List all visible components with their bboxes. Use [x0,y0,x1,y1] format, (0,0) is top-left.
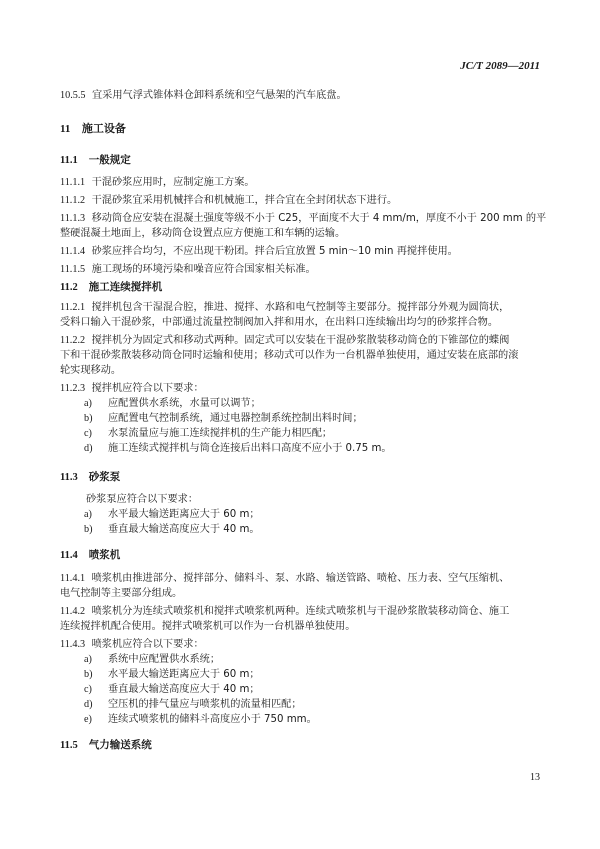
list-item: e) 连续式喷浆机的储料斗高度应小于 750 mm。 [84,714,317,725]
section-heading-11-4 [60,548,542,563]
list-item: b) 垂直最大输送高度应大于 40 m。 [84,524,260,535]
section-11-2-body [60,300,542,456]
standard-code: JC/T 2089—2011 [460,60,540,72]
clause-11-2-2-cont: 下和干混砂浆散装移动筒仓同时运输和使用；移动式可以作为一台机器单独使用，通过安装在底部的滚 [60,350,519,361]
chapter-number: 11 [60,123,71,135]
section-title: 砂浆泵 [88,471,121,483]
clause-11-2-1: 11.2.1 搅拌机包含干湿混合腔，推进、搅拌、水路和电气控制等主要部分。搅拌部分外观为圆筒状， [60,302,510,313]
clause-text: 宜采用气浮式锥体料仓卸料系统和空气悬架的汽车底盘。 [91,90,347,101]
list-item: b) 应配置电气控制系统，通过电器控制系统控制出料时间； [84,413,363,424]
clause-11-2-2-cont2: 轮实现移动。 [60,365,122,376]
list-item: b) 水平最大输送距离应大于 60 m； [84,669,260,680]
clause-11-4-1-cont: 电气控制等主要部分组成。 [60,588,183,599]
clause-11-1-3-cont: 整硬混凝土地面上，移动筒仓设置点应方便施工和车辆的运输。 [60,228,346,239]
section-11-1-body [60,175,547,277]
chapter-heading-11 [60,121,542,137]
section-title: 气力输送系统 [88,739,152,751]
section-number: 11.3 [60,472,78,483]
section-title: 一般规定 [88,154,131,166]
clause-11-1-3: 11.1.3 移动筒仓应安装在混凝土强度等级不小于 C25，平面度不大于 4 mm/m，厚度不小于 200 mm 的平 [60,213,547,224]
list-item: c) 垂直最大输送高度应大于 40 m； [84,684,260,695]
section-number: 11.2 [60,282,78,293]
clause-number: 10.5.5 [60,90,86,101]
page-number: 13 [530,772,540,783]
section-heading-11-1 [60,153,542,168]
clause-11-4-2-cont: 连续搅拌机配合使用。搅拌式喷浆机可以作为一台机器单独使用。 [60,621,356,632]
list-item: d) 空压机的排气量应与喷浆机的流量相匹配； [84,699,302,710]
list-item: a) 系统中应配置供水系统； [84,654,221,665]
section-title: 喷浆机 [88,549,121,561]
clause-11-1-5: 11.1.5 施工现场的环境污染和噪音应符合国家相关标准。 [60,264,316,275]
list-item: a) 应配置供水系统，水量可以调节； [84,398,261,409]
clause-11-1-1: 11.1.1 干混砂浆应用时，应制定施工方案。 [60,177,255,188]
clause-11-4-3: 11.4.3 喷浆机应符合以下要求： [60,639,204,650]
list-item: d) 施工连续式搅拌机与筒仓连接后出料口高度不应小于 0.75 m。 [84,443,392,454]
section-intro: 砂浆泵应符合以下要求： [86,494,199,505]
clause-11-4-2: 11.4.2 喷浆机分为连续式喷浆机和搅拌式喷浆机两种。连续式喷浆机与干混砂浆散装移动筒仓、施工 [60,606,510,617]
list-item: a) 水平最大输送距离应大于 60 m； [84,509,260,520]
list-item: c) 水泵流量应与施工连续搅拌机的生产能力相匹配； [84,428,333,439]
clause-11-2-2: 11.2.2 搅拌机分为固定式和移动式两种。固定式可以安装在干混砂浆散装移动筒仓的下锥部位的蝶阀 [60,335,510,346]
section-11-3-body [60,492,542,537]
clause-11-1-2: 11.1.2 干混砂浆宜采用机械拌合和机械施工，拌合宜在全封闭状态下进行。 [60,195,398,206]
section-number: 11.4 [60,550,78,561]
clause-11-2-1-cont: 受料口输入干混砂浆，中部通过流量控制阀加入拌和用水，在出料口连续输出均匀的砂浆拌合物。 [60,317,499,328]
clause-11-4-1: 11.4.1 喷浆机由推进部分、搅拌部分、储料斗、泵、水路、输送管路、喷枪、压力表、空气压缩机、 [60,573,510,584]
section-heading-11-2 [60,280,542,295]
clause-10-5-5 [60,88,542,103]
clause-11-1-4: 11.1.4 砂浆应拌合均匀，不应出现干粉团。拌合后宜放置 5 min～10 min 再搅拌使用。 [60,246,458,257]
section-11-4-body [60,571,542,727]
section-heading-11-5 [60,738,542,753]
clause-11-2-3: 11.2.3 搅拌机应符合以下要求： [60,383,204,394]
section-title: 施工连续搅拌机 [88,281,163,293]
section-number: 11.1 [60,155,78,166]
chapter-title: 施工设备 [81,122,126,135]
section-number: 11.5 [60,740,78,751]
section-heading-11-3 [60,470,542,485]
